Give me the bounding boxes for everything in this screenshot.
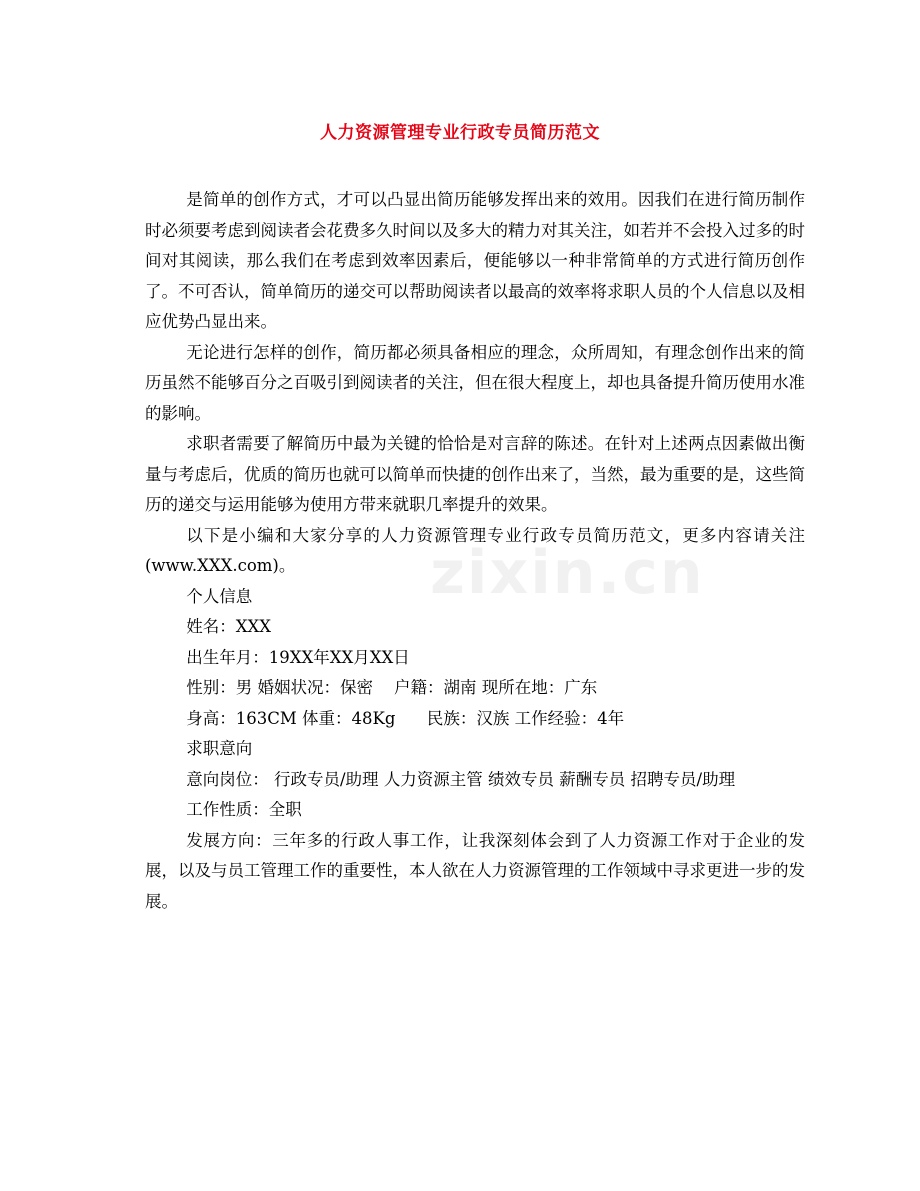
intro-paragraph-4: 以下是小编和大家分享的人力资源管理专业行政专员简历范文，更多内容请关注(www.XXX.com)。 [145,525,805,575]
personal-info-heading: 个人信息 [186,586,253,606]
personal-info-body: 身高：163CM 体重：48Kg 民族：汉族 工作经验：4年 [186,708,625,728]
document-title: 人力资源管理专业行政专员简历范文 [320,123,600,143]
intro-paragraph-2: 无论进行怎样的创作，简历都必须具备相应的理念，众所周知，有理念创作出来的简历虽然不能够百分之百吸引到阅读者的关注，但在很大程度上，却也具备提升简历使用水准的影响。 [145,342,805,423]
job-intent-heading: 求职意向 [186,739,253,758]
document-body [145,185,805,917]
job-intent-direction: 发展方向：三年多的行政人事工作，让我深刻体会到了人力资源工作对于企业的发展，以及与员工管理工作的重要性，本人欲在人力资源管理的工作领域中寻求更进一步的发展。 [145,830,805,911]
intro-paragraph-1: 是简单的创作方式，才可以凸显出简历能够发挥出来的效用。因我们在进行简历制作时必须要考虑到阅读者会花费多久时间以及多大的精力对其关注，如若并不会投入过多的时间对其阅读，那么我们在考虑到效率因素后，便能够以一种非常简单的方式进行简历创作了。不可否认，简单简历的递交可以帮助阅读者以最高的效率将求职人员的个人信息以及相应优势凸显出来。 [145,190,805,331]
personal-info-gender: 性别：男 婚姻状况：保密 户籍：湖南 现所在地：广东 [186,678,598,697]
job-intent-positions: 意向岗位： 行政专员/助理 人力资源主管 绩效专员 薪酬专员 招聘专员/助理 [186,769,736,789]
job-intent-nature: 工作性质：全职 [186,800,302,819]
personal-info-birth: 出生年月：19XX年XX月XX日 [186,647,410,667]
personal-info-name: 姓名：XXX [186,617,271,636]
intro-paragraph-3: 求职者需要了解简历中最为关键的恰恰是对言辞的陈述。在针对上述两点因素做出衡量与考虑后，优质的简历也就可以简单而快捷的创作出来了，当然，最为重要的是，这些简历的递交与运用能够为使用方带来就职几率提升的效果。 [145,434,805,514]
watermark-logo: zixin.cn [430,538,705,608]
